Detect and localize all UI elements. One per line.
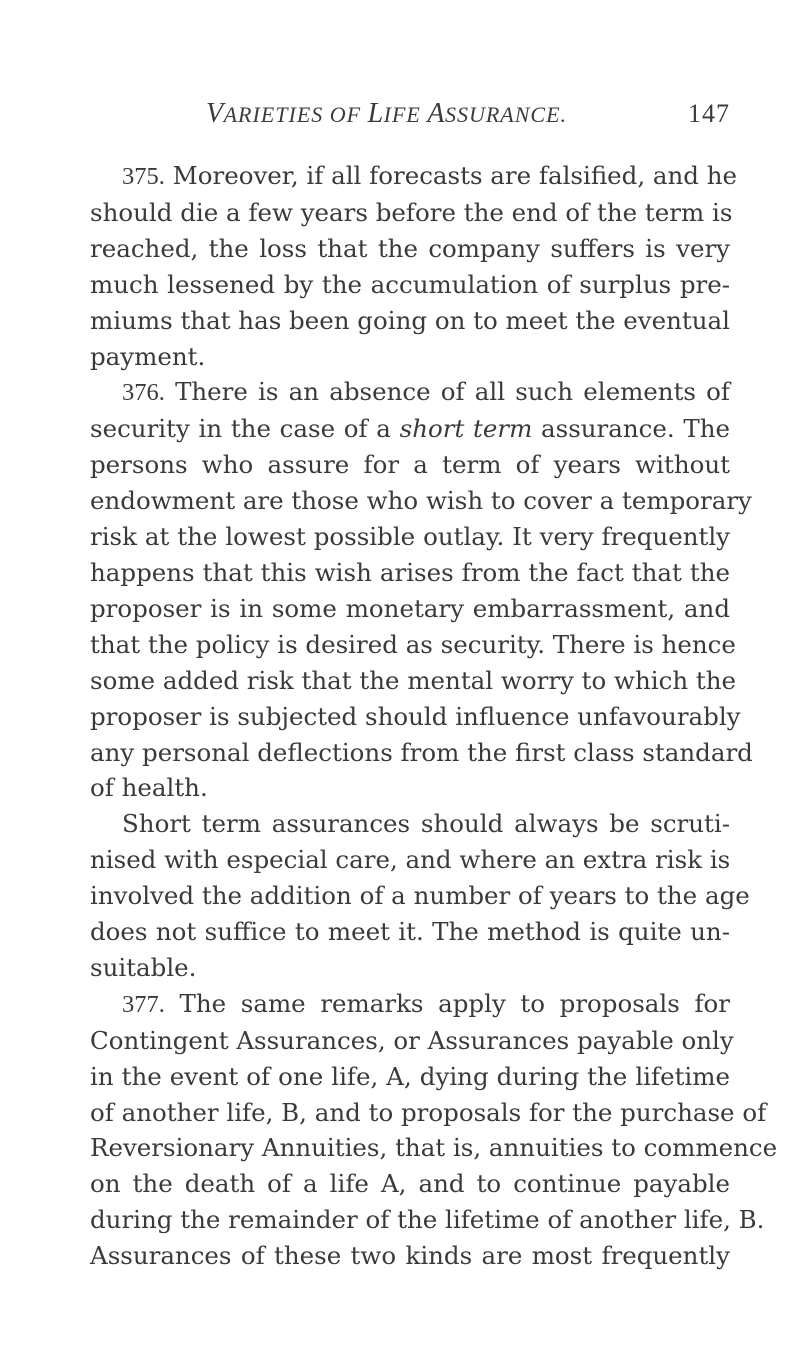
text-line: Reversionary Annuities, that is, annuities to commence [90,1133,778,1163]
text-line: should die a few years before the end of the term is [90,197,733,227]
line-text: There is an absence of all such elements of [175,377,730,407]
text-line: miums that has been going on to meet the eventual [90,305,730,335]
title-initial-v: V [206,98,224,129]
title-part-life: IFE [383,102,428,127]
line-text: assurance. The [532,414,730,444]
title-initial-a: A [427,98,445,129]
text-line: Contingent Assurances, or Assurances payable only [90,1025,734,1055]
text-line: endowment are those who wish to cover a temporary [90,486,752,516]
text-line: that the policy is desired as security. There is hence [90,629,736,659]
text-line: nised with especial care, and where an extra risk is [90,845,731,875]
text-line: risk at the lowest possible outlay. It very frequently [90,522,730,552]
running-title [206,98,567,130]
text-line: proposer is in some monetary embarrassment, and [90,593,730,623]
body-text [90,158,778,1274]
text-line: Short term assurances should always be scruti- [122,809,730,839]
paragraph-short-term [90,806,750,986]
text-line: of health. [90,773,208,803]
paragraph-number: 375. [122,163,165,190]
text-line: on the death of a life A, and to continue payable [90,1169,730,1199]
text-line: any personal deflections from the first class standard [90,737,753,767]
text-line: happens that this wish arises from the fact that the [90,557,730,587]
text-line: during the remainder of the lifetime of another life, B. [90,1205,765,1235]
text-line [90,158,738,195]
text-line: Assurances of these two kinds are most frequently [90,1241,730,1271]
text-line: does not suffice to meet it. The method is quite un- [90,917,730,947]
text-line: payment. [90,341,206,371]
text-line: persons who assure for a term of years without [90,450,730,480]
line-text: Moreover, if all forecasts are falsified, and he [172,161,738,190]
paragraph-number: 377. [122,990,165,1018]
text-line [90,374,730,411]
paragraph-376 [90,374,753,806]
text-line: much lessened by the accumulation of surplus pre- [90,269,730,299]
text-line [90,411,730,447]
text-line: some added risk that the mental worry to which the [90,665,737,695]
text-line: in the event of one life, A, dying during the lifetime [90,1061,730,1091]
line-text: The same remarks apply to proposals for [179,988,730,1018]
paragraph-number: 376. [122,379,165,407]
title-part-varieties: ARIETIES OF [223,102,368,127]
text-line: of another life, B, and to proposals for the purchase of [90,1097,767,1127]
text-line: involved the addition of a number of years to the age [90,881,750,911]
text-line [90,986,730,1023]
italic-phrase: short term [399,414,533,444]
running-header [206,98,730,140]
title-initial-l: L [367,98,384,129]
text-line: reached, the loss that the company suffers is very [90,233,730,263]
page-number: 147 [688,99,730,128]
paragraph-377 [90,986,778,1274]
title-part-assurance: SSURANCE. [444,102,568,127]
paragraph-375 [90,158,738,374]
text-line: suitable. [90,952,197,982]
line-text: security in the case of a [90,414,400,444]
text-line: proposer is subjected should influence unfavourably [90,701,741,731]
